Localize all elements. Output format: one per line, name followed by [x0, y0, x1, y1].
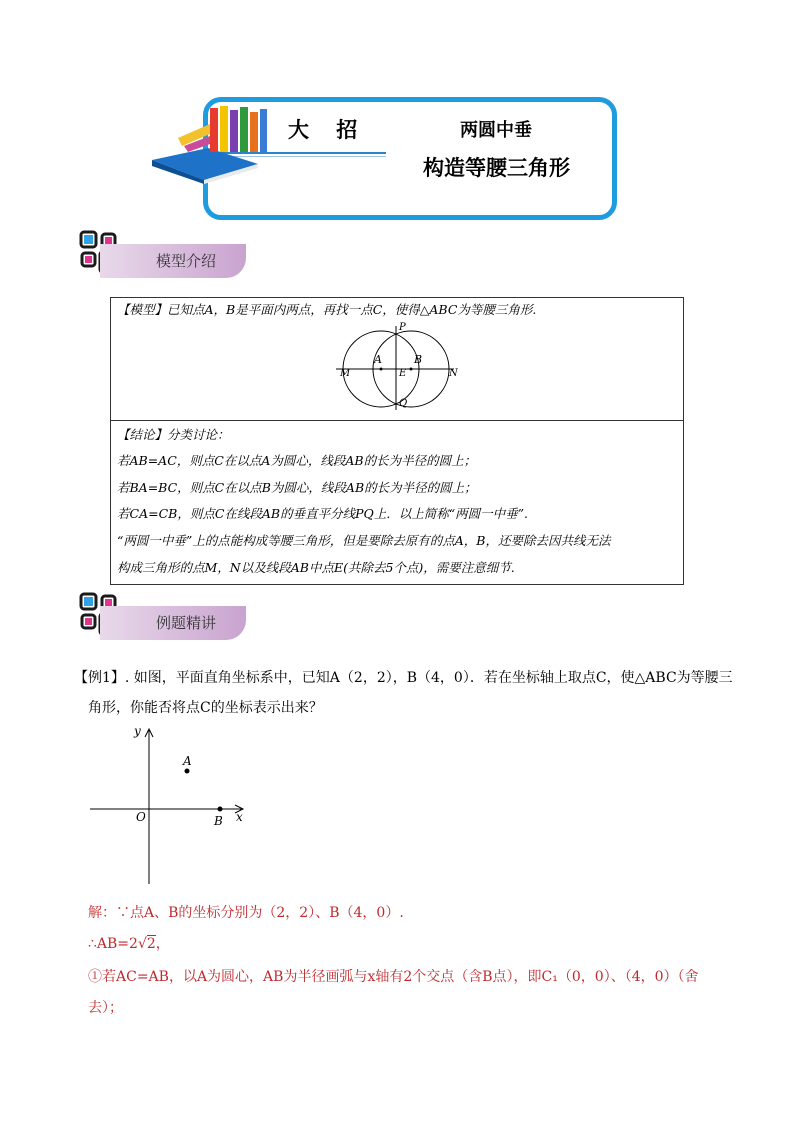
section-title-model-intro: 模型介绍	[156, 252, 217, 270]
diagram-label-p: P	[399, 322, 406, 333]
solution-line1: 解：∵点A、B的坐标分别为（2，2）、B（4，0）.	[88, 905, 404, 921]
banner-title-line2: 构造等腰三角形	[423, 155, 570, 180]
conclusion-line: 构成三角形的点M，N以及线段AB中点E(共除去5个点)，需要注意细节.	[117, 560, 515, 575]
diagram-label-n: N	[449, 368, 458, 379]
solution-line2-prefix: ∴AB=2	[88, 936, 138, 952]
diagram-label-m: M	[340, 368, 351, 379]
diagram-label-q: Q	[399, 398, 408, 409]
diagram-label-a: A	[374, 353, 382, 366]
example-line1: 【例1】. 如图，平面直角坐标系中，已知A（2，2），B（4，0）．若在坐标轴上取点C，使△ABC为等腰三	[74, 670, 733, 686]
point-label-a: A	[183, 754, 192, 768]
book-stack-icon	[148, 104, 273, 186]
point-label-b: B	[214, 814, 223, 828]
two-circles-diagram	[332, 320, 462, 412]
sqrt-radicand: 2	[146, 936, 156, 952]
sqrt-symbol: √	[137, 936, 147, 952]
axis-label-y: y	[134, 724, 141, 738]
solution-line2-suffix: ，	[155, 936, 170, 952]
coordinate-axes-diagram	[86, 722, 252, 888]
conclusion-line: 若AB=AC，则点C在以点A为圆心，线段AB的长为半径的圆上；	[117, 453, 477, 468]
section-title-examples: 例题精讲	[156, 614, 217, 632]
banner-big-label: 大 招	[288, 117, 368, 142]
solution-line4: 去）；	[88, 1000, 123, 1016]
axis-label-x: x	[236, 810, 243, 824]
diagram-label-e: E	[399, 368, 407, 379]
origin-label: O	[136, 810, 146, 824]
conclusion-line: 若CA=CB，则点C在线段AB的垂直平分线PQ上．以上简称“两圆一中垂”.	[117, 506, 529, 521]
conclusion-title: 【结论】分类讨论：	[117, 427, 230, 442]
conclusion-line: “两圆一中垂”上的点能构成等腰三角形，但是要除去原有的点A，B，还要除去因共线无法	[117, 533, 611, 548]
model-statement: 【模型】已知点A，B是平面内两点，再找一点C，使得△ABC为等腰三角形.	[117, 302, 537, 317]
solution-line3: ①若AC=AB，以A为圆心，AB为半径画弧与x轴有2个交点（含B点），即C₁（0，0）、（4，0）（舍	[88, 969, 699, 985]
banner-title-line1: 两圆中垂	[460, 120, 532, 141]
solution-line2	[88, 933, 170, 953]
diagram-label-b: B	[414, 353, 423, 366]
example-line2: 角形，你能否将点C的坐标表示出来？	[88, 700, 323, 716]
conclusion-line: 若BA=BC，则点C在以点B为圆心，线段AB的长为半径的圆上；	[117, 480, 477, 495]
model-box-divider	[110, 420, 684, 421]
